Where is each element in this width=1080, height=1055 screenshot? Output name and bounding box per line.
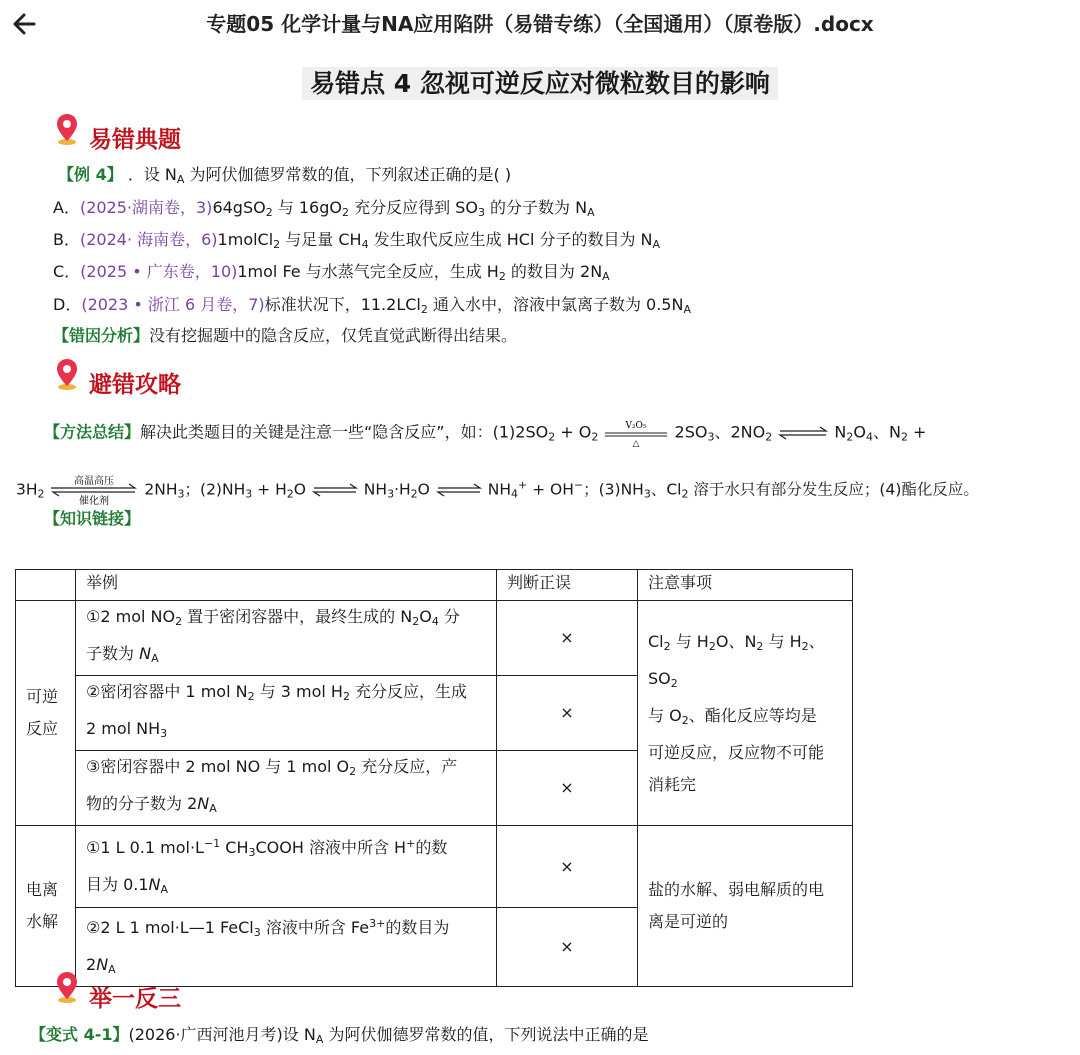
subscript: 3 [643,487,651,501]
option-text: 1mol Fe 与水蒸气完全反应，生成 H [237,262,499,281]
method-text: O [293,480,311,499]
option-text: 的分子数为 N [484,198,588,217]
subscript: 2 [175,615,183,628]
subscript: A [587,206,595,219]
cell-text: CH [220,837,249,857]
option-source: (2024· 海南卷，6) [79,230,218,249]
option-text: 与 16gO [272,198,342,217]
variant-tag: 【变式 4-1】 [30,1025,129,1044]
subscript: 2 [708,639,716,653]
option-text: 充分反应得到 SO [349,198,478,217]
subscript: 2 [349,765,357,778]
subscript: 2 [37,487,45,501]
superscript: − [573,478,584,492]
example-cell [76,676,497,751]
method-text: O [853,422,866,442]
cell-text: 与 H [763,631,802,651]
catalyst-label: 催化剂 [79,496,110,507]
judgement-cell: × [497,751,638,826]
subscript: 2 [670,676,678,690]
method-tag: 【方法总结】 [44,422,141,442]
analysis-text: 没有挖掘题中的隐含反应，仅凭直觉武断得出结果。 [149,326,518,345]
catalyst-arrow-icon [49,473,139,507]
reversible-arrow-icon [435,482,483,498]
subscript: A [176,173,185,186]
subscript: 2 [681,487,689,501]
option-text: 64gSO [212,198,266,217]
cell-text: 充分反应，产 [356,757,458,776]
cell-text: ①1 L 0.1 mol·L [86,837,204,857]
cell-text: 、SO [648,631,825,688]
row-group-label: 可逆 反应 [16,601,76,826]
cell-text: Cl [648,631,664,651]
option-source: (2025·湖南卷，3) [79,198,213,217]
method-text: ；(2)NH [184,480,246,499]
location-pin-icon [56,112,78,146]
cell-text: 与 3 mol H [254,682,343,701]
subscript: 2 [846,430,854,444]
subscript: 3 [387,487,395,501]
superscript: + [517,478,528,492]
subscript: 2 [342,206,349,219]
option-text: 发生取代反应生成 HCl 分子的数目为 N [368,230,653,249]
subscript: A [602,270,610,283]
cell-text: 与 O [648,705,682,725]
page-heading [0,64,1080,100]
note-cell [638,601,853,826]
subscript: 3 [177,487,185,501]
cell-text: N [96,955,109,974]
subscript: 3 [707,430,715,444]
example-cell [76,601,497,676]
cell-text: ②2 L 1 mol·L—1 FeCl [86,918,254,937]
cell-text: 分 [438,607,460,626]
subscript: A [683,303,691,316]
knowledge-table [15,569,853,987]
subscript: 2 [265,206,273,219]
option-d[interactable] [53,294,691,321]
option-c[interactable] [53,261,610,288]
note-cell [638,826,853,987]
cell-text: 溶液中所含 Fe [260,918,370,937]
table-header-row [16,570,853,601]
section-title-avoid: 避错攻略 [89,372,181,398]
catalyst-arrow-icon [603,418,669,448]
option-a[interactable] [53,197,595,224]
option-text: 与足量 CH [280,230,362,249]
table-row [16,601,853,676]
cell-text: N [197,794,210,813]
subscript: 3 [477,206,485,219]
variant-text: (2026·广西河池月考)设 N [128,1025,316,1044]
row-group-label: 电离 水解 [16,826,76,987]
method-text: + O [555,422,592,442]
method-text: + OH [527,480,574,499]
option-source: (2023 • 浙江 6 月卷，7) [81,295,265,314]
method-text: NH [358,480,388,499]
subscript: A [209,802,217,815]
knowledge-link-tag: 【知识链接】 [44,509,141,528]
subscript: A [160,882,169,896]
cell-text: 离是可逆的 [648,912,729,931]
method-text: NH [482,480,511,499]
example-cell [76,826,497,908]
subscript: 2 [247,690,255,703]
method-text: ·H [394,480,411,499]
judgement-cell: × [497,826,638,908]
method-text: 解决此类题目的关键是注意一些“隐含反应”，如：(1)2SO [140,422,549,442]
cell-text: 消耗完 [648,774,697,794]
condition-label: 高温高压 [74,476,115,487]
judgement-cell: × [497,601,638,676]
subscript: A [151,652,159,665]
judgement-cell: × [497,908,638,987]
method-text: 溶于水只有部分发生反应；(4)酯化反应。 [688,480,979,499]
cell-text: O、N [715,631,757,651]
method-text: O [417,480,435,499]
subscript: 3 [245,487,253,501]
subscript: 2 [591,430,599,444]
method-text: 2SO [669,422,708,442]
cell-text: COOH 溶液中所含 H [255,837,407,857]
section-title-practice: 举一反三 [89,986,181,1012]
error-analysis [53,325,517,347]
subscript: A [108,963,116,976]
cell-text: N [148,874,161,894]
subscript: A [652,238,661,251]
catalyst-label: V₂O₅ [625,421,648,431]
reversible-arrow-icon [311,482,359,498]
subscript: 2 [286,487,294,501]
stem-text-end: 为阿伏伽德罗常数的值，下列叙述正确的是( ) [184,165,512,184]
example-tag: 【例 4】 [58,165,123,184]
stem-text: ．设 N [127,165,177,184]
cell-text: 2 [86,955,97,974]
page-heading-text: 易错点 4 忽视可逆反应对微粒数目的影响 [302,67,778,100]
cell-text: 2 mol NH [86,719,161,738]
superscript: + [406,836,416,850]
method-text: + [907,422,927,442]
cell-text: ②密闭容器中 1 mol N [86,682,248,701]
example-cell [76,751,497,826]
table-header: 注意事项 [638,570,853,601]
cell-text: 与 H [670,631,709,651]
table-row [16,826,853,908]
subscript: 3 [253,926,261,939]
method-text: + H [252,480,287,499]
method-text: 、2NO [714,422,766,442]
method-text: N [829,422,847,442]
subscript: 2 [801,639,809,653]
method-text: 、Cl [650,480,682,499]
condition-label: △ [633,439,640,448]
section-title-typical: 易错典题 [89,127,181,153]
cell-text: O [419,607,432,626]
cell-text: N [139,644,152,663]
subscript: 2 [342,690,350,703]
option-text: 的数目为 2N [505,262,603,281]
superscript: 3+ [369,917,386,930]
subscript: 4 [431,615,439,628]
subscript: 2 [498,270,506,283]
method-text: ；(3)NH [583,480,644,499]
table-header: 举例 [76,570,497,601]
cell-text: ③密闭容器中 2 mol NO 与 1 mol O [86,757,350,776]
cell-text: 置于密闭容器中，最终生成的 N [182,607,413,626]
method-line-1 [44,418,926,449]
subscript: 2 [765,430,773,444]
table-header [16,570,76,601]
subscript: 2 [410,487,418,501]
cell-text: 盐的水解、弱电解质的电 [648,880,825,899]
method-line-2 [16,473,979,507]
example-stem [58,164,511,191]
subscript: 4 [510,487,518,501]
option-b[interactable] [53,229,660,256]
reversible-arrow-icon [777,425,829,441]
subscript: 2 [756,639,764,653]
option-text: 标准状况下，11.2LCl [264,295,421,314]
option-label: C． [53,262,81,281]
cell-text: 、酯化反应等均是 [688,705,817,725]
subscript: 3 [248,845,256,859]
subscript: 3 [160,727,168,740]
variant-text: 为阿伏伽德罗常数的值，下列说法中正确的是 [323,1025,649,1044]
option-text: 通入水中，溶液中氯离子数为 0.5N [427,295,684,314]
example-cell [76,908,497,987]
location-pin-icon [56,357,78,391]
option-source: (2025 • 广东卷，10) [80,262,238,281]
judgement-cell: × [497,676,638,751]
cell-text: 目为 0.1 [86,874,149,894]
cell-text: 可逆反应，反应物不可能 [648,742,825,762]
subscript: 4 [361,238,369,251]
option-label: D． [53,295,82,314]
table-header: 判断正误 [497,570,638,601]
subscript: 2 [900,430,908,444]
subscript: 2 [548,430,556,444]
method-text: 、N [872,422,901,442]
cell-text: 子数为 [86,644,140,663]
subscript: A [315,1033,324,1046]
variant-question [30,1024,648,1051]
superscript: −1 [203,836,221,850]
method-text: 2NH [139,480,178,499]
cell-text: ①2 mol NO [86,607,176,626]
subscript: 4 [865,430,873,444]
subscript: 2 [412,615,420,628]
document-title: 专题05 化学计量与NA应用陷阱（易错专练）（全国通用）（原卷版）.docx [206,12,874,36]
cell-text: 充分反应，生成 [349,682,468,701]
cell-text: 的数 [415,837,448,857]
option-text: 1molCl [217,230,274,249]
subscript: 2 [681,713,689,727]
method-text: 3H [16,480,38,499]
option-label: B． [53,230,80,249]
subscript: 2 [420,303,428,316]
cell-text: 物的分子数为 2 [86,794,198,813]
location-pin-icon [56,970,78,1004]
cell-text: 的数目为 [385,918,450,937]
subscript: 2 [663,639,671,653]
option-label: A． [53,198,80,217]
analysis-tag: 【错因分析】 [53,326,150,345]
subscript: 2 [273,238,281,251]
